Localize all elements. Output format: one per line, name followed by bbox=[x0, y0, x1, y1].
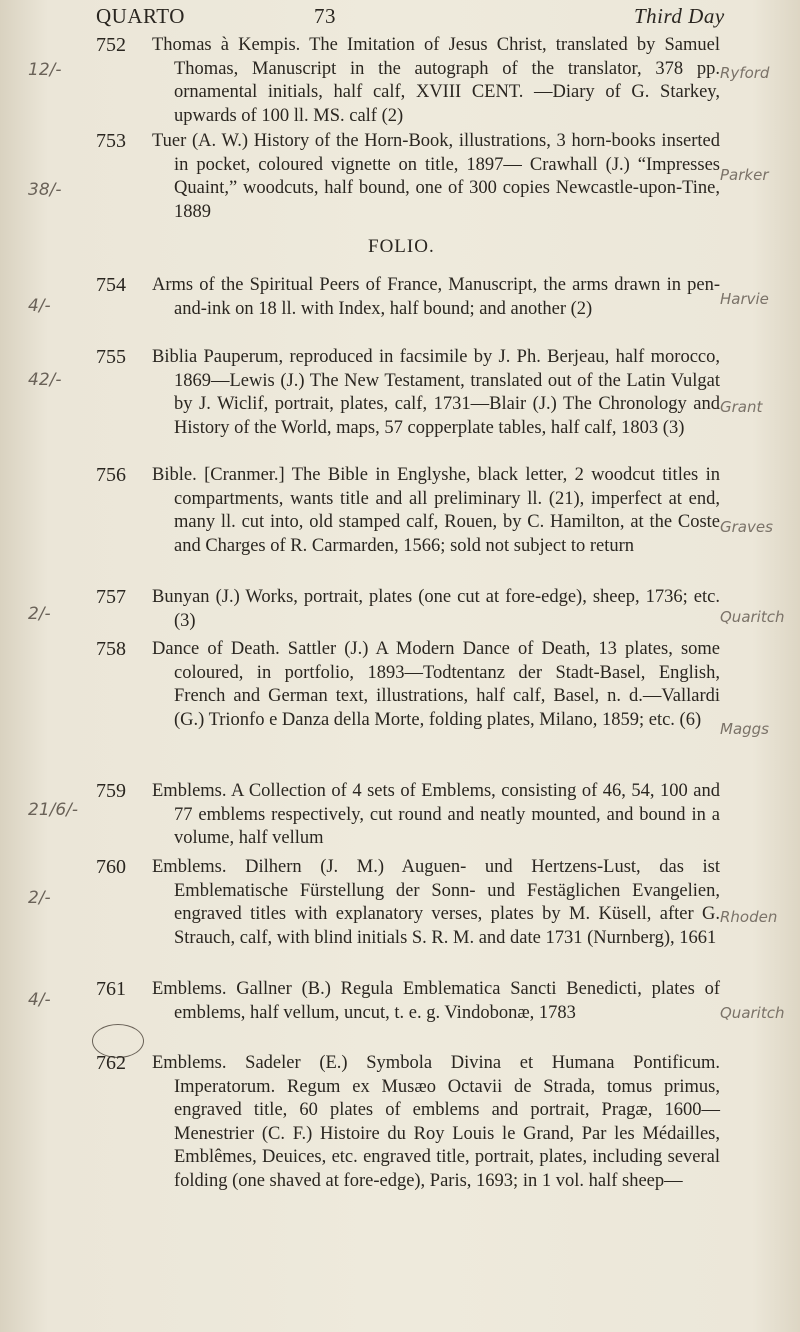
margin-buyer: Grant bbox=[720, 398, 763, 416]
lot-entry bbox=[152, 34, 720, 128]
margin-buyer: Harvie bbox=[720, 290, 769, 308]
lot-entry bbox=[152, 856, 720, 950]
lot-text: Bunyan (J.) Works, portrait, plates (one cut at fore-edge), sheep, 1736; etc. (3) bbox=[152, 587, 720, 631]
lot-number: 762 bbox=[96, 1052, 126, 1074]
lot-number: 752 bbox=[96, 34, 126, 56]
lot-number: 760 bbox=[96, 856, 126, 878]
page-header bbox=[96, 4, 776, 30]
margin-price: 12/- bbox=[28, 60, 62, 80]
lot-entry bbox=[152, 130, 720, 224]
lot-number: 756 bbox=[96, 464, 126, 486]
lot-number: 754 bbox=[96, 274, 126, 296]
lot-text: Emblems. Dilhern (J. M.) Auguen- und Hertzens-Lust, das ist Emblematische Fürstellung der Sonn- und Festäglichen Evangelien, engraved titles with explanatory verses, plates by M. Küsell, after G. Strauch, calf, with blind initials S. R. M. and date 1731 (Nurnberg), 1661 bbox=[152, 857, 720, 948]
lot-entry bbox=[152, 780, 720, 851]
lot-text: Arms of the Spiritual Peers of France, Manuscript, the arms drawn in pen-and-ink on 18 ll. with Index, half bound; and another (2) bbox=[152, 275, 720, 319]
lot-number: 758 bbox=[96, 638, 126, 660]
lot-entry bbox=[152, 1052, 720, 1193]
header-page-number: 73 bbox=[314, 4, 336, 28]
lot-text: Tuer (A. W.) History of the Horn-Book, illustrations, 3 horn-books inserted in pocket, coloured vignette on title, 1897— Crawhall (J.) “Impresses Quaint,” woodcuts, half bound, one of 300 copies Newcastle-upon-Tine, 1889 bbox=[152, 131, 720, 222]
lot-number: 757 bbox=[96, 586, 126, 608]
header-day: Third Day bbox=[634, 4, 725, 28]
lot-number: 759 bbox=[96, 780, 126, 802]
lot-text: Thomas à Kempis. The Imitation of Jesus Christ, translated by Samuel Thomas, Manuscript in the autograph of the translator, 378 pp. ornamental initials, half calf, XVIII CENT. —Diary of G. Starkey, upwards of 100 ll. MS. calf (2) bbox=[152, 35, 720, 126]
margin-price: 4/- bbox=[28, 296, 51, 316]
lot-text: Emblems. Sadeler (E.) Symbola Divina et Humana Pontificum. Imperatorum. Regum ex Musæo Octavii de Strada, tomus primus, engraved title, 60 plates of emblems and portrait, Pragæ, 1600—Menestrier (C. F.) Histoire du Roy Louis le Grand, Par les Médailles, Emblêmes, Deuices, etc. engraved title, portrait, plates, including several folding (one shaved at fore-edge), Paris, 1693; in 1 vol. half sheep— bbox=[152, 1053, 720, 1191]
margin-buyer: Parker bbox=[720, 166, 769, 184]
margin-price: 38/- bbox=[28, 180, 62, 200]
margin-price: 4/- bbox=[28, 990, 51, 1010]
margin-buyer: Quaritch bbox=[720, 608, 785, 626]
lot-text: Emblems. Gallner (B.) Regula Emblematica Sancti Benedicti, plates of emblems, half vellum, uncut, t. e. g. Vindobonæ, 1783 bbox=[152, 979, 720, 1023]
lot-entry bbox=[152, 978, 720, 1025]
lot-number: 761 bbox=[96, 978, 126, 1000]
lot-number: 755 bbox=[96, 346, 126, 368]
lot-text: Emblems. A Collection of 4 sets of Emblems, consisting of 46, 54, 100 and 77 emblems respectively, cut round and neatly mounted, and bound in a volume, half vellum bbox=[152, 781, 720, 848]
margin-buyer: Maggs bbox=[720, 720, 769, 738]
lot-entry bbox=[152, 464, 720, 558]
lot-entry bbox=[152, 346, 720, 440]
margin-buyer: Quaritch bbox=[720, 1004, 785, 1022]
margin-price: 2/- bbox=[28, 888, 51, 908]
margin-price: 21/6/- bbox=[28, 800, 79, 820]
margin-buyer: Ryford bbox=[720, 64, 770, 82]
lot-text: Bible. [Cranmer.] The Bible in Englyshe, black letter, 2 woodcut titles in compartments, wants title and all preliminary ll. (21), imperfect at end, many ll. cut into, old stamped calf, Rouen, by C. Hamilton, at the Coste and Charges of R. Carmarden, 1566; sold not subject to return bbox=[152, 465, 720, 556]
section-title: FOLIO. bbox=[368, 236, 435, 257]
lot-text: Dance of Death. Sattler (J.) A Modern Dance of Death, 13 plates, some coloured, in portfolio, 1893—Todtentanz der Stadt-Basel, English, French and German text, illustrations, half calf, Basel, n. d.—Vallardi (G.) Trionfo e Danza della Morte, folding plates, Milano, 1859; etc. (6) bbox=[152, 639, 720, 730]
header-format: QUARTO bbox=[96, 4, 185, 28]
lot-entry bbox=[152, 638, 720, 732]
lot-entry bbox=[152, 586, 720, 633]
lot-text: Biblia Pauperum, reproduced in facsimile by J. Ph. Berjeau, half morocco, 1869—Lewis (J.) The New Testament, translated out of the Latin Vulgat by J. Wiclif, portrait, plates, calf, 1731—Blair (J.) The Chronology and History of the World, maps, 57 copperplate tables, half calf, 1803 (3) bbox=[152, 347, 720, 438]
lot-number: 753 bbox=[96, 130, 126, 152]
margin-price: 42/- bbox=[28, 370, 62, 390]
margin-price: 2/- bbox=[28, 604, 51, 624]
lot-entry bbox=[152, 274, 720, 321]
margin-buyer: Rhoden bbox=[720, 908, 778, 926]
margin-buyer: Graves bbox=[720, 518, 773, 536]
